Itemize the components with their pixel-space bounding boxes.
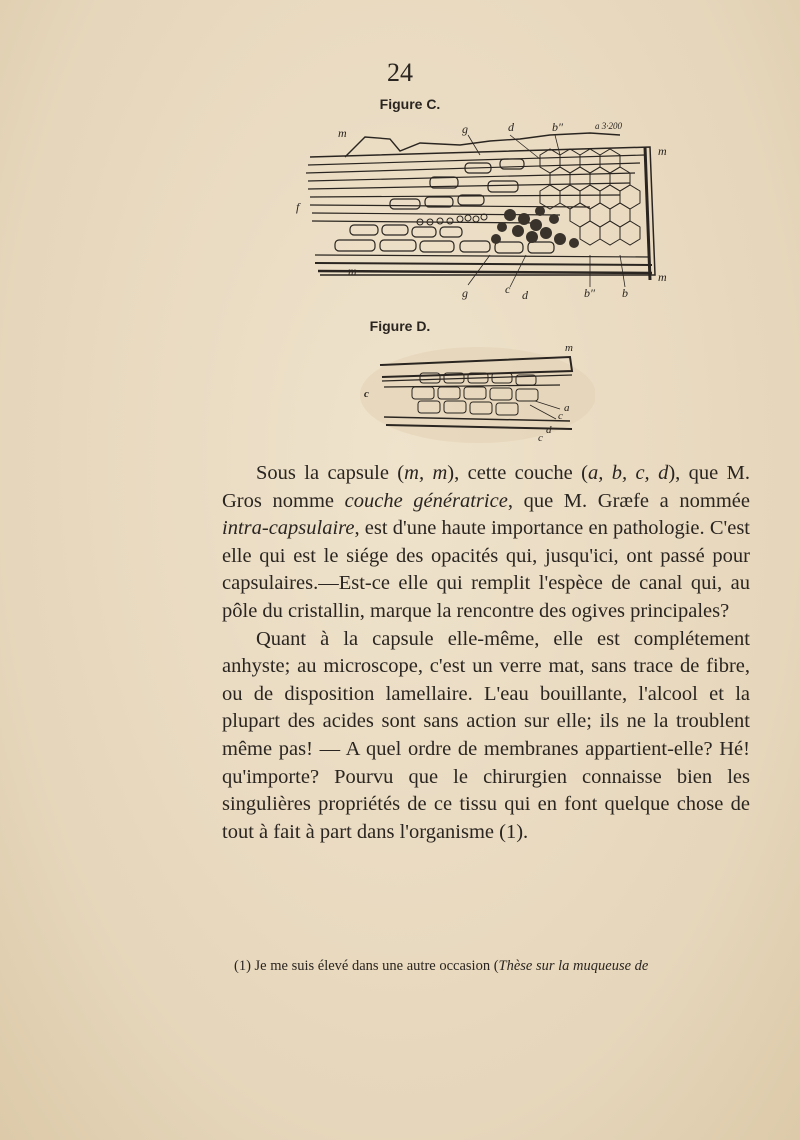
p1-text-1: Sous la capsule ( xyxy=(256,462,405,484)
footnote-text: (1) Je me suis élevé dans une autre occasion ( xyxy=(234,958,499,974)
p1-text-4: , que M. Græfe a nommée xyxy=(507,489,750,512)
fig-d-label-a: a xyxy=(564,402,570,414)
fig-c-label-d-bottom: d xyxy=(522,288,528,302)
fig-d-label-d: d xyxy=(546,424,552,436)
figure-d-illustration xyxy=(360,335,595,445)
p1-text-5: , est d'une haute importance en pathologie. C'est elle qui est le siége des opacités qui, jusqu'ici, ont passé pour capsulaires.—Est-ce elle qui remplit l'espèce de canal qui, au pôle du cristallin, marque la rencontre des ogives principales? xyxy=(222,517,750,622)
fig-c-label-g-bottom: g xyxy=(462,286,468,300)
fig-d-label-m: m xyxy=(565,342,573,354)
fig-c-label-b: b″ xyxy=(552,120,563,134)
fig-c-label-g: g xyxy=(462,122,468,136)
fig-c-label-m-bottom: m xyxy=(348,264,357,278)
fig-c-label-m-right: m xyxy=(658,144,667,158)
p1-text-2: ), cette couche ( xyxy=(447,462,588,484)
figure-d-caption: Figure D. xyxy=(369,318,431,334)
fig-c-label-c-bottom: c xyxy=(505,282,511,296)
paragraph-2: Quant à la capsule elle-même, elle est complétement anhyste; au microscope, c'est un verre mat, sans trace de fibre, ou de disposition lamellaire. L'eau bouillante, l'alcool et la plupart des acides sont sans action sur elle; ils ne la troublent même pas! — A quel ordre de membranes appartient-elle? Hé! qu'importe? Pourvu que le chirurgien connaisse bien les singulières propriétés de ce tissu qui en font quelque chose de tout à fait à part dans l'organisme (1). xyxy=(222,627,750,843)
fig-c-label-m: m xyxy=(338,126,347,140)
fig-c-label-b-bottom: b xyxy=(622,286,628,300)
p1-italic-2: a, b, c, d xyxy=(587,462,669,484)
paragraph-1 xyxy=(222,460,750,626)
fig-d-label-c-right: c xyxy=(558,410,563,422)
p1-italic-3: couche génératrice xyxy=(344,489,508,512)
fig-d-label-c-bottom: c xyxy=(538,432,543,444)
fig-c-label-scale: a 3·200 xyxy=(595,121,622,131)
body-text xyxy=(222,460,750,846)
p1-text-3: ), que M. Gros nomme xyxy=(222,462,751,512)
footnote-italic: Thèse sur la muqueuse de xyxy=(498,958,649,974)
figure-c-illustration xyxy=(290,115,690,305)
p1-italic-1: m, m xyxy=(404,462,448,484)
fig-c-label-f: f xyxy=(296,200,300,214)
fig-c-label-d: d xyxy=(508,120,514,134)
fig-c-label-b2-bottom: b″ xyxy=(584,286,595,300)
fig-d-label-c-left: c xyxy=(364,388,369,400)
page-number: 24 xyxy=(387,58,413,87)
p1-italic-4: intra-capsulaire xyxy=(222,517,355,540)
figure-c-caption: Figure C. xyxy=(379,96,441,112)
footnote xyxy=(234,958,774,975)
fig-c-label-m-bottom-right: m xyxy=(658,270,667,284)
